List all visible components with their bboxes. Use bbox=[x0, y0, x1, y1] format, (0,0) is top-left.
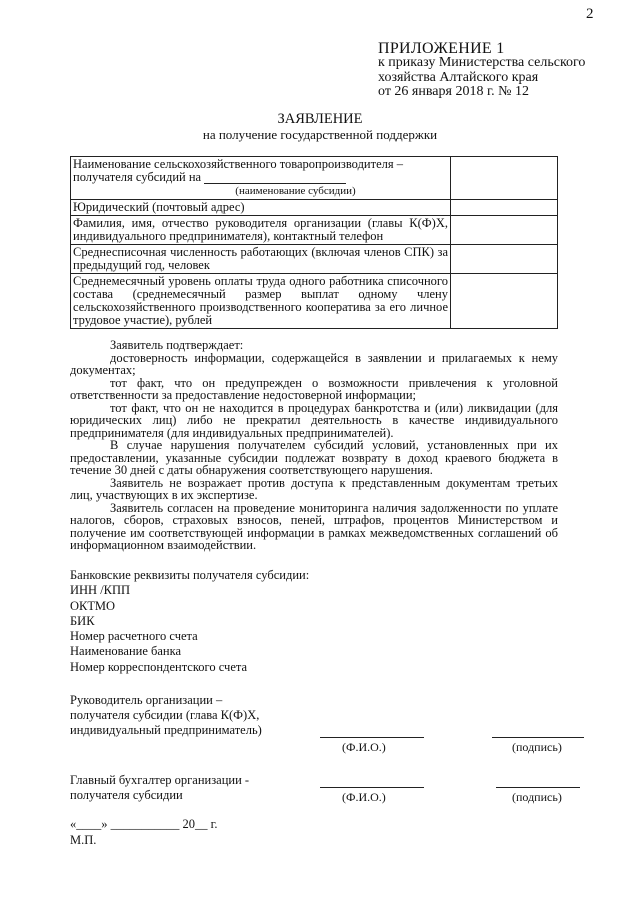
subsidy-name-caption: (наименование субсидии) bbox=[235, 185, 356, 197]
paragraph: Заявитель не возражает против доступа к представленным документам третьих лиц, участвующих в их экспертизе. bbox=[70, 475, 558, 502]
bank-details-heading: Банковские реквизиты получателя субсидии: bbox=[70, 568, 310, 582]
paragraph: тот факт, что он предупрежден о возможности привлечения к уголовной ответственности за предоставление недостоверной информации; bbox=[70, 375, 558, 402]
row-label-headcount: Среднесписочная численность работающих (включая членов СПК) за предыдущий год, человек bbox=[71, 245, 451, 274]
head-fio-caption: (Ф.И.О.) bbox=[342, 740, 386, 754]
subsidy-name-blank bbox=[204, 172, 346, 184]
paragraph: тот факт, что он не находится в процедурах банкротства и (или) ликвидации (для юридических лиц) либо не прекратил деятельность в качестве индивидуального предпринимателя (для индивидуальных предпринимателей). bbox=[70, 400, 558, 440]
declaration-text bbox=[70, 339, 558, 552]
bank-account-number: Номер расчетного счета bbox=[70, 629, 198, 644]
appendix-line-1: к приказу Министерства сельского bbox=[378, 55, 586, 70]
row-value-producer-name[interactable] bbox=[451, 157, 558, 200]
table-row bbox=[71, 200, 558, 216]
appendix-title: ПРИЛОЖЕНИЕ 1 bbox=[378, 40, 505, 57]
paragraph: Заявитель согласен на проведение мониторинга наличия задолженности по уплате налогов, сборов, страховых взносов, пеней, штрафов, процентов Министерством и получение им соответствующей информации в рамках межведомственных соглашений об информационном взаимодействии. bbox=[70, 500, 558, 552]
applicant-info-table bbox=[70, 156, 558, 329]
bank-details bbox=[70, 568, 309, 675]
head-fio-line[interactable] bbox=[320, 737, 424, 738]
accountant-sign-line[interactable] bbox=[496, 787, 580, 788]
page-number: 2 bbox=[586, 6, 594, 22]
table-row bbox=[71, 245, 558, 274]
bank-oktmo: ОКТМО bbox=[70, 598, 115, 613]
head-sign-line[interactable] bbox=[492, 737, 584, 738]
row-label-address: Юридический (почтовый адрес) bbox=[71, 200, 451, 216]
date-line: «____» ___________ 20__ г. bbox=[70, 817, 218, 831]
bank-corr-account: Номер корреспондентского счета bbox=[70, 659, 248, 674]
appendix-block bbox=[378, 41, 630, 100]
paragraph: достоверность информации, содержащейся в заявлении и прилагаемых к нему документах; bbox=[70, 350, 558, 377]
appendix-line-3: от 26 января 2018 г. № 12 bbox=[378, 84, 529, 99]
paragraph: В случае нарушения получателем субсидий условий, установленных при их предоставлении, указанные субсидии подлежат возврату в доход краевого бюджета в течение 30 дней с даты обнаружения соответствующего нарушения. bbox=[70, 438, 558, 477]
bank-bik: БИК bbox=[70, 613, 95, 628]
bank-inn-kpp: ИНН /КПП bbox=[70, 583, 131, 598]
document-title: ЗАЯВЛЕНИЕ bbox=[277, 111, 363, 127]
accountant-fio-caption: (Ф.И.О.) bbox=[342, 790, 386, 804]
row-label-head-name: Фамилия, имя, отчество руководителя организации (главы К(Ф)Х, индивидуального предпринимателя), контактный телефон bbox=[71, 216, 451, 245]
head-signature-label: Руководитель организации – получателя субсидии (глава К(Ф)Х, индивидуальный предприниматель) bbox=[70, 693, 262, 737]
table-row bbox=[71, 274, 558, 329]
seal-place: М.П. bbox=[70, 833, 97, 847]
accountant-signature-label: Главный бухгалтер организации - получателя субсидии bbox=[70, 773, 250, 802]
document-subtitle: на получение государственной поддержки bbox=[202, 127, 438, 142]
appendix-line-2: хозяйства Алтайского края bbox=[378, 69, 539, 85]
row-value-wage-level[interactable] bbox=[451, 274, 558, 329]
row-value-headcount[interactable] bbox=[451, 245, 558, 274]
table-row bbox=[71, 216, 558, 245]
head-sign-caption: (подпись) bbox=[512, 740, 562, 754]
row-label-producer-name: Наименование сельскохозяйственного товаропроизводителя – получателя субсидий на (наименование субсидии) bbox=[71, 157, 451, 200]
row-value-head-name[interactable] bbox=[451, 216, 558, 245]
row-value-address[interactable] bbox=[451, 200, 558, 216]
accountant-fio-line[interactable] bbox=[320, 787, 424, 788]
paragraph: Заявитель подтверждает: bbox=[110, 338, 244, 352]
accountant-sign-caption: (подпись) bbox=[512, 790, 562, 804]
bank-name: Наименование банка bbox=[70, 644, 182, 659]
row-label-wage-level: Среднемесячный уровень оплаты труда одного работника списочного состава (среднемесячный размер выплат одному члену сельскохозяйственного производственного кооператива за его личное трудовое участие), рублей bbox=[71, 274, 451, 329]
table-row bbox=[71, 157, 558, 200]
